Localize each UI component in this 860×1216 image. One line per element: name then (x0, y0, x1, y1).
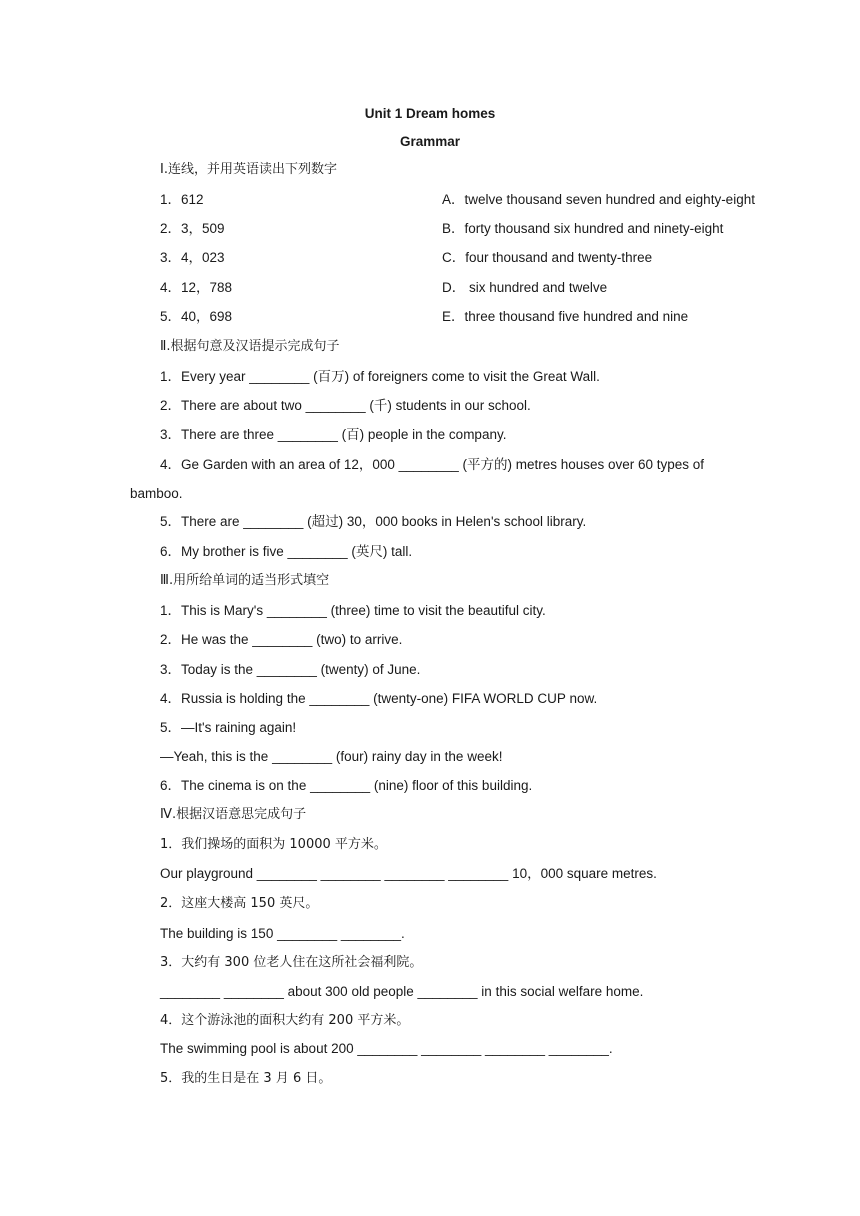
page-subtitle: Grammar (399, 134, 461, 149)
sentence-item: 2．There are about two ________ (千) students in our school. (160, 398, 531, 413)
fill-item: 6．The cinema is on the ________ (nine) floor of this building. (160, 778, 533, 793)
match-row-2 (160, 220, 724, 238)
match-row-5 (160, 308, 689, 326)
match-row-4 (160, 279, 608, 297)
fill-item: 3．Today is the ________ (twenty) of June. (160, 662, 421, 677)
sentence-item: 6．My brother is five ________ (英尺) tall. (160, 544, 413, 559)
sentence-item-continuation: bamboo. (130, 486, 183, 501)
section-4-heading: Ⅳ.根据汉语意思完成句子 (160, 807, 307, 822)
match-number: 3．4，023 (160, 250, 225, 265)
match-option: E．three thousand five hundred and nine (442, 309, 689, 324)
translation-prompt: 4．这个游泳池的面积大约有 200 平方米。 (160, 1013, 410, 1028)
sentence-item: 5．There are ________ (超过) 30，000 books in Helen's school library. (160, 514, 587, 529)
translation-answer: The swimming pool is about 200 ________ ________ ________ ________. (160, 1041, 613, 1056)
match-number: 5．40，698 (160, 309, 233, 324)
match-number: 4．12，788 (160, 280, 233, 295)
match-row-1 (160, 191, 755, 209)
match-option: D． six hundred and twelve (442, 280, 608, 295)
sentence-item: 4．Ge Garden with an area of 12，000 ________ (平方的) metres houses over 60 types of (160, 457, 705, 472)
fill-item: 1．This is Mary's ________ (three) time to visit the beautiful city. (160, 603, 546, 618)
fill-item: 2．He was the ________ (two) to arrive. (160, 632, 403, 647)
section-2-heading: Ⅱ.根据句意及汉语提示完成句子 (160, 339, 340, 354)
translation-answer: Our playground ________ ________ ________ ________ 10，000 square metres. (160, 866, 657, 881)
translation-prompt: 3．大约有 300 位老人住在这所社会福利院。 (160, 955, 423, 970)
section-3-heading: Ⅲ.用所给单词的适当形式填空 (160, 573, 330, 588)
fill-item: —Yeah, this is the ________ (four) rainy day in the week! (160, 749, 503, 764)
match-option: A．twelve thousand seven hundred and eighty-eight (442, 192, 755, 207)
fill-item: 4．Russia is holding the ________ (twenty-one) FIFA WORLD CUP now. (160, 691, 598, 706)
section-1-heading: Ⅰ.连线，并用英语读出下列数字 (160, 162, 337, 177)
match-option: C．four thousand and twenty-three (442, 250, 653, 265)
fill-item: 5．—It's raining again! (160, 720, 297, 735)
translation-prompt: 1．我们操场的面积为 10000 平方米。 (160, 837, 387, 852)
translation-answer: The building is 150 ________ ________. (160, 926, 405, 941)
match-row-3 (160, 249, 653, 267)
sentence-item: 3．There are three ________ (百) people in the company. (160, 427, 507, 442)
page-title: Unit 1 Dream homes (364, 106, 496, 121)
match-option: B．forty thousand six hundred and ninety-eight (442, 221, 724, 236)
match-number: 1．612 (160, 192, 204, 207)
translation-prompt: 5．我的生日是在 3 月 6 日。 (160, 1071, 332, 1086)
translation-prompt: 2．这座大楼高 150 英尺。 (160, 896, 319, 911)
match-number: 2．3，509 (160, 221, 225, 236)
translation-answer: ________ ________ about 300 old people ________ in this social welfare home. (160, 984, 644, 999)
sentence-item: 1．Every year ________ (百万) of foreigners come to visit the Great Wall. (160, 369, 600, 384)
